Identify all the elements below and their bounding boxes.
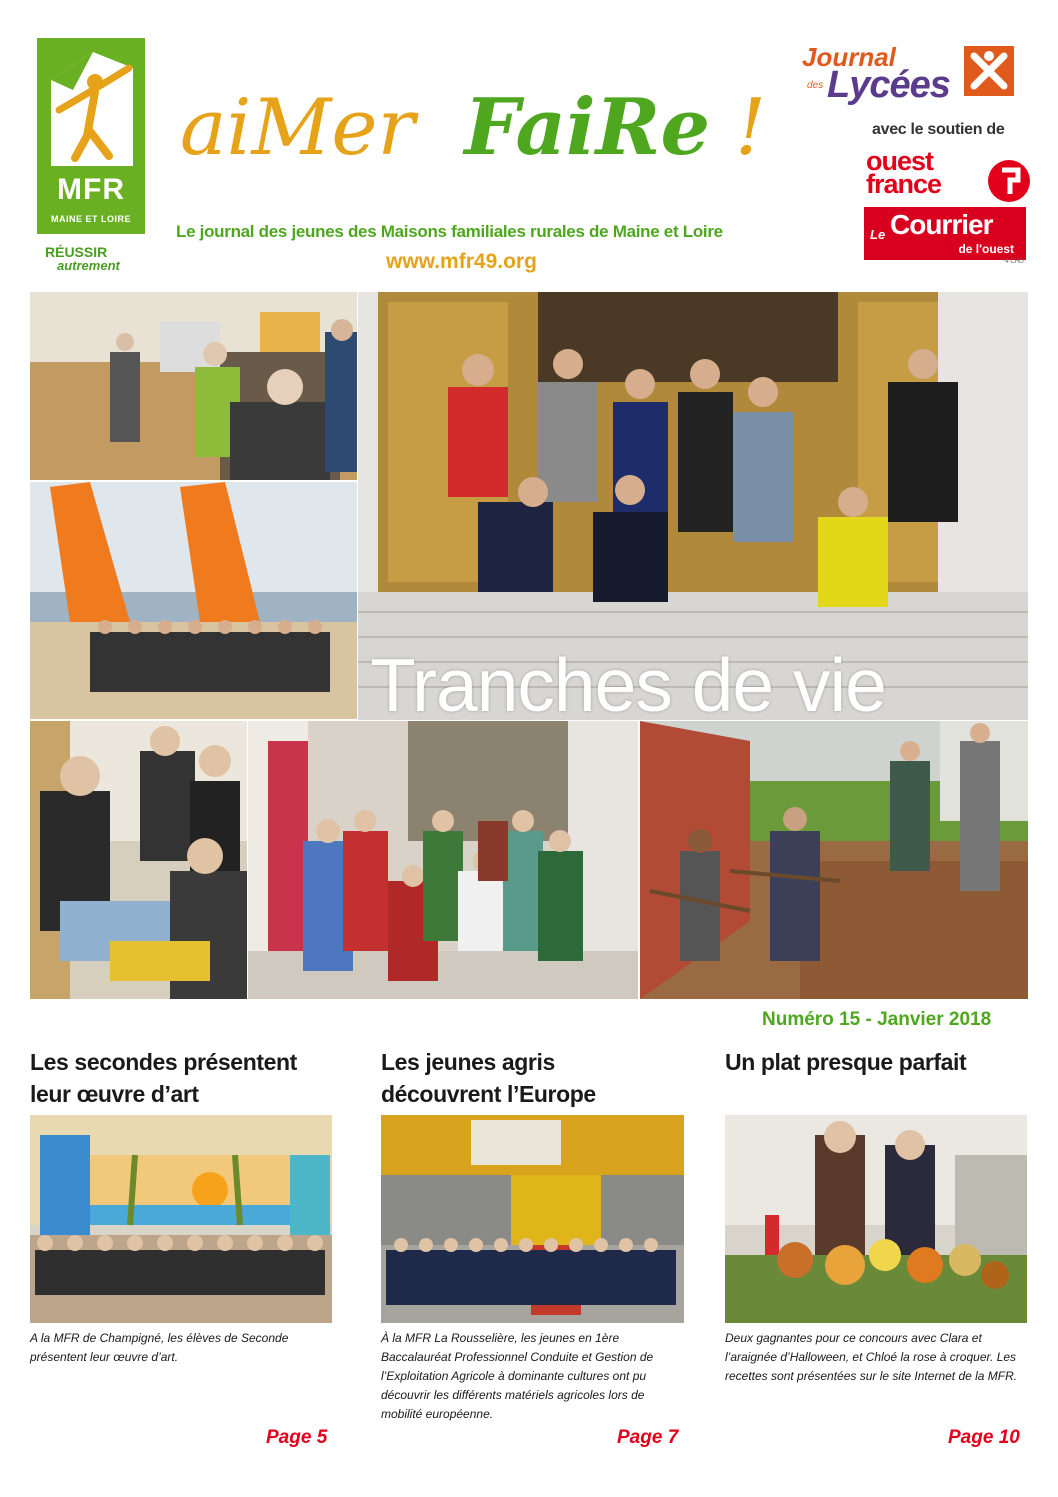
photo-sand-yachts — [30, 482, 357, 719]
masthead-bang: ! — [734, 83, 767, 173]
jdl-cross-icon — [964, 46, 1014, 96]
issue-number: Numéro 15 - Janvier 2018 — [762, 1009, 992, 1030]
ouest-line2: france — [866, 169, 942, 199]
masthead-word2: FaiRe — [464, 82, 711, 173]
article-2-caption: À la MFR La Rousselière, les jeunes en 1ère Baccalauréat Professionnel Conduite et Gestion de l’Exploitation Agricole à dominante cultures ont pu découvrir les différents matériels agricoles lors de mobilité européenne. — [381, 1331, 654, 1421]
article-2-title[interactable] — [381, 1046, 701, 1110]
jdl-lycees: Lycées — [827, 64, 950, 106]
article-3-page-link[interactable]: Page 10 — [948, 1427, 1020, 1448]
photo-exhibition — [30, 292, 357, 480]
ouest-line1: ouest — [866, 146, 934, 176]
masthead-title — [180, 82, 767, 173]
courrier-name: Courrier — [890, 209, 993, 240]
courrier-de-louest-logo — [864, 207, 1026, 260]
cover-headline: Tranches de vie — [370, 643, 886, 727]
courrier-le: Le — [870, 227, 886, 242]
support-label: avec le soutien de — [872, 121, 1005, 138]
mfr-logo-name: MFR — [57, 173, 125, 206]
slogan-line2: autrement — [57, 258, 120, 273]
article-1-page-link[interactable]: Page 5 — [266, 1427, 328, 1448]
article-3-caption: Deux gagnantes pour ce concours avec Clara et l’araignée d’Halloween, et Chloé la rose à croquer. Les recettes sont présentées sur le site Internet de la MFR. — [725, 1331, 1018, 1383]
person-house-icon — [37, 38, 145, 173]
photo-costume-group — [248, 721, 638, 999]
mfr-logo-subtitle: MAINE ET LOIRE — [50, 214, 131, 224]
article-1-caption: A la MFR de Champigné, les élèves de Seconde présentent leur œuvre d’art. — [30, 1331, 289, 1364]
slogan-line1: RÉUSSIR — [45, 244, 108, 260]
article-2-photo — [381, 1115, 684, 1323]
article-3-title-line1: Un plat presque parfait — [725, 1049, 967, 1075]
ouest-france-emblem-icon — [988, 160, 1030, 202]
article-2-page-link[interactable]: Page 7 — [617, 1427, 679, 1448]
article-1-title-line2: leur œuvre d’art — [30, 1081, 199, 1107]
courrier-sub: de l'ouest — [958, 242, 1014, 256]
article-1-photo — [30, 1115, 332, 1323]
photo-students-indoors — [30, 721, 247, 999]
masthead-word1: aiMer — [180, 83, 415, 173]
mfr-logo — [37, 38, 145, 234]
article-2-title-line1: Les jeunes agris — [381, 1049, 555, 1075]
courrier-fineprint: *4 CHO — [1003, 259, 1024, 265]
photo-gardening — [640, 721, 1028, 999]
jdl-des: des — [807, 80, 824, 91]
article-2-title-line2: découvrent l’Europe — [381, 1081, 596, 1107]
article-1-title[interactable] — [30, 1046, 360, 1110]
article-1-title-line1: Les secondes présentent — [30, 1049, 297, 1075]
slogan — [45, 246, 120, 272]
article-3-title[interactable] — [725, 1046, 1025, 1078]
jdl-journal: Journal — [802, 42, 896, 72]
journal-des-lycees-logo — [792, 42, 1017, 112]
website-link[interactable]: www.mfr49.org — [386, 250, 537, 273]
tagline: Le journal des jeunes des Maisons familiales rurales de Maine et Loire — [176, 222, 723, 241]
article-3-photo — [725, 1115, 1027, 1323]
ouest-france-logo — [866, 146, 1026, 202]
